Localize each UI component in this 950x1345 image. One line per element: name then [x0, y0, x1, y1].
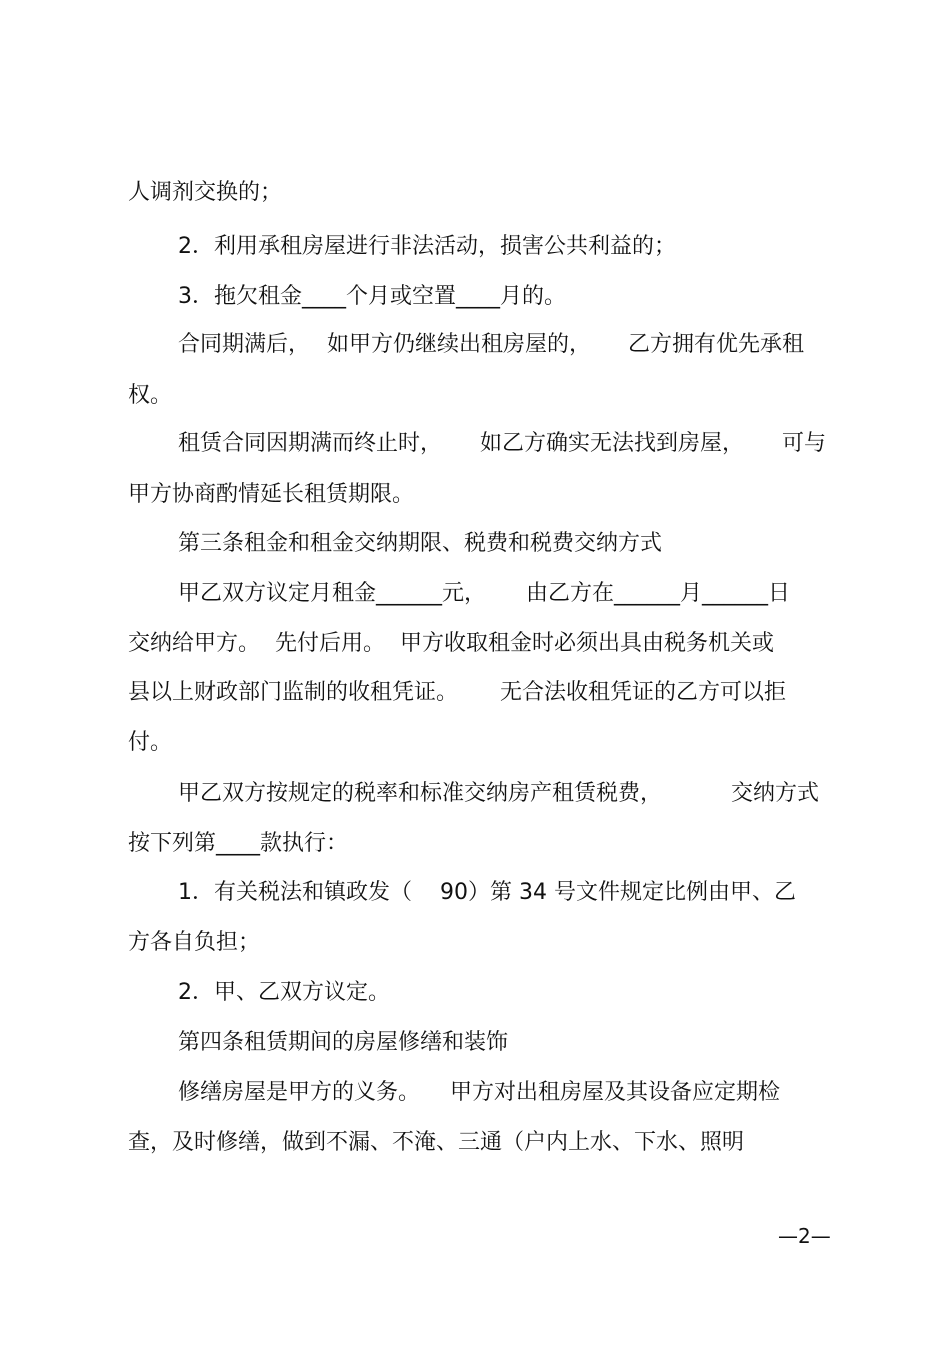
text-segment: 甲乙双方议定月租金______元， [178, 581, 487, 606]
text-line [0, 1076, 950, 1110]
text-line [0, 478, 950, 512]
text-line [0, 827, 950, 861]
text-segment: 如甲方仍继续出租房屋的， [327, 332, 592, 357]
text-line [0, 379, 950, 413]
text-segment: 甲方协商酌情延长租赁期限。 [128, 482, 415, 507]
text-line [0, 176, 950, 210]
text-segment: 交纳方式 [731, 781, 820, 806]
text-segment: 可与 [782, 431, 827, 456]
text-segment: 县以上财政部门监制的收租凭证。 [128, 680, 459, 705]
text-segment: 按下列第____款执行： [128, 831, 349, 856]
text-line [0, 577, 950, 611]
text-segment: 方各自负担； [128, 930, 261, 955]
text-line [0, 230, 950, 264]
text-segment: 甲方收取租金时必须出具由税务机关或 [400, 631, 775, 656]
text-segment: 甲乙双方按规定的税率和标准交纳房产租赁税费， [178, 781, 663, 806]
text-segment: 第三条租金和租金交纳期限、税费和税费交纳方式 [178, 531, 663, 556]
text-line [0, 1126, 950, 1160]
text-segment: 1．有关税法和镇政发（ [178, 880, 412, 905]
text-segment: 90）第 34 号文件规定比例由甲、乙 [440, 880, 796, 905]
text-segment: 甲方对出租房屋及其设备应定期检 [450, 1080, 781, 1105]
text-segment: 第四条租赁期间的房屋修缮和装饰 [178, 1030, 509, 1055]
text-segment: 交纳给甲方。 [128, 631, 261, 656]
text-segment: 3．拖欠租金____个月或空置____月的。 [178, 284, 566, 309]
text-segment: 合同期满后， [178, 332, 311, 357]
text-segment: 无合法收租凭证的乙方可以拒 [500, 680, 787, 705]
text-segment: 查，及时修缮，做到不漏、不淹、三通（户内上水、下水、照明 [128, 1130, 745, 1155]
text-segment: 2．利用承租房屋进行非法活动，损害公共利益的； [178, 234, 676, 259]
text-line [0, 427, 950, 461]
text-line [0, 676, 950, 710]
section-heading [0, 527, 950, 561]
text-line [0, 726, 950, 760]
text-line [0, 328, 950, 362]
text-line [0, 926, 950, 960]
page-number: —2— [778, 1224, 831, 1248]
text-segment: 先付后用。 [275, 631, 386, 656]
text-segment: 权。 [128, 383, 173, 408]
section-heading [0, 1026, 950, 1060]
text-segment: 付。 [128, 730, 173, 755]
text-segment: 乙方拥有优先承租 [628, 332, 805, 357]
text-segment: 租赁合同因期满而终止时， [178, 431, 443, 456]
text-line [0, 627, 950, 661]
text-segment: 2．甲、乙双方议定。 [178, 980, 390, 1005]
text-segment: 由乙方在______月______日 [526, 581, 791, 606]
text-segment: 修缮房屋是甲方的义务。 [178, 1080, 421, 1105]
text-line [0, 777, 950, 811]
text-segment: 如乙方确实无法找到房屋， [480, 431, 745, 456]
text-line [0, 876, 950, 910]
text-segment: 人调剂交换的； [128, 180, 283, 205]
text-line [0, 280, 950, 314]
text-line [0, 976, 950, 1010]
